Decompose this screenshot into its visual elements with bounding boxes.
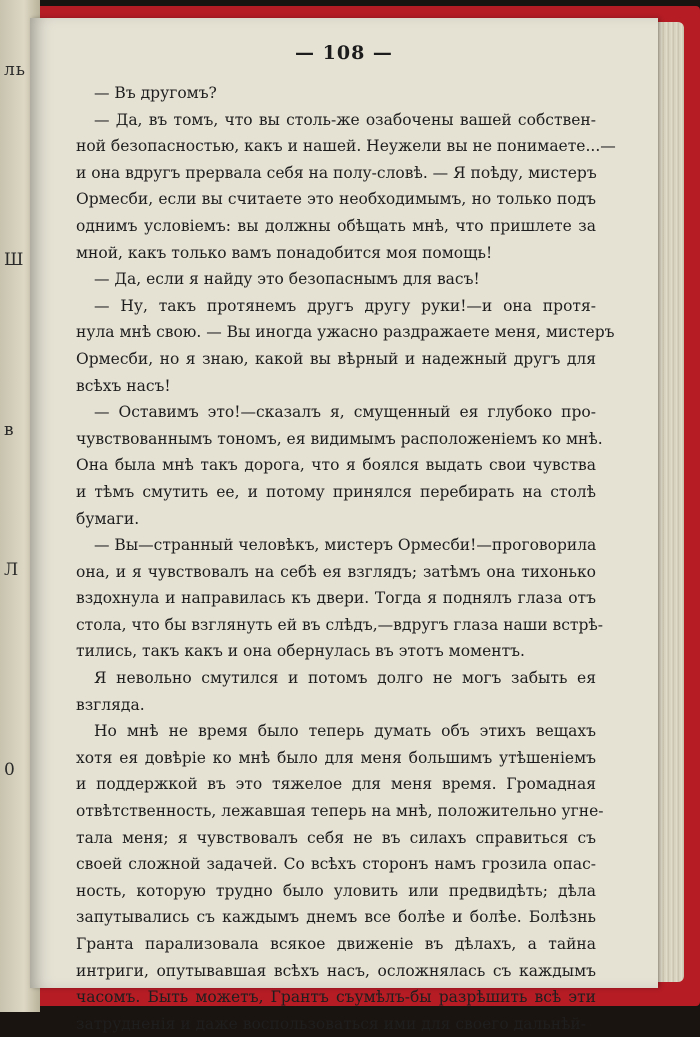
text-line: — Оставимъ это!—сказалъ я, смущенный ея глубоко про- [94, 403, 596, 422]
page-body-text [76, 80, 616, 1037]
paragraph [76, 399, 603, 532]
paragraph [76, 80, 596, 107]
text-line: Ормесби, но я знаю, какой вы вѣрный и надежный другъ для [76, 349, 596, 368]
text-line: мной, какъ только вамъ понадобится моя помощь! [76, 243, 493, 262]
text-line: — Вы—странный человѣкъ, мистеръ Ормесби!—проговорила [94, 536, 597, 555]
text-line: вздохнула и направилась къ двери. Тогда я поднялъ глаза отъ [76, 589, 596, 608]
text-line: — Да, въ томъ, что вы столь-же озабочены вашей собствен- [94, 110, 596, 129]
text-line: запутывались съ каждымъ днемъ все болѣе и болѣе. Болѣзнь [76, 908, 596, 927]
text-line: хотя ея довѣріе ко мнѣ было для меня большимъ утѣшеніемъ [76, 748, 596, 767]
text-line: чувствованнымъ тономъ, ея видимымъ расположеніемъ ко мнѣ. [76, 429, 603, 448]
text-line: стола, что бы взглянуть ей въ слѣдъ,—вдругъ глаза наши встрѣ- [76, 615, 603, 634]
text-line: — Да, если я найду это безопаснымъ для васъ! [94, 270, 480, 289]
book-page [30, 18, 658, 1033]
text-line: своей сложной задачей. Со всѣхъ сторонъ намъ грозила опас- [76, 855, 596, 874]
left-page-text-fragment: Ш [4, 250, 25, 270]
paragraph [76, 266, 596, 293]
text-line: Ормесби, если вы считаете это необходимымъ, но только подъ [76, 190, 596, 209]
left-page-text-fragment: ль [4, 60, 27, 80]
text-line: однимъ условіемъ: вы должны обѣщать мнѣ, что пришлете за [76, 216, 596, 235]
text-line: затрудненія и даже воспользоваться ими для своего дальнѣй- [76, 1014, 586, 1033]
text-line: — Ну, такъ протянемъ другъ другу руки!—и она протя- [94, 296, 596, 315]
paragraph [76, 532, 603, 665]
text-line: Но мнѣ не время было теперь думать объ этихъ вещахъ [94, 722, 596, 741]
text-line: часомъ. Быть можетъ, Грантъ съумѣлъ-бы разрѣшить всѣ эти [76, 988, 596, 1007]
text-line: отвѣтственность, лежавшая теперь на мнѣ, положительно угне- [76, 802, 604, 821]
text-line: Гранта парализовала всякое движеніе въ дѣлахъ, а тайна [76, 935, 596, 953]
text-line: и поддержкой въ это тяжелое для меня время. Громадная [76, 775, 596, 794]
text-line: и тѣмъ смутить ее, и потому принялся перебирать на столѣ [76, 482, 596, 501]
paragraph [76, 718, 604, 1037]
left-page-text-fragment: 0 [4, 760, 16, 780]
text-line: Она была мнѣ такъ дорога, что я боялся выдать свои чувства [76, 456, 596, 475]
text-line: ной безопасностью, какъ и нашей. Неужели вы не понимаете...— [76, 137, 616, 156]
left-page-text-fragment: в [4, 420, 15, 440]
text-line: тились, такъ какъ и она обернулась въ этотъ моментъ. [76, 642, 525, 661]
text-line: взгляда. [76, 695, 145, 714]
paragraph [76, 107, 616, 267]
text-line: Я невольно смутился и потомъ долго не могъ забыть ея [94, 669, 596, 688]
text-line: она, и я чувствовалъ на себѣ ея взглядъ; затѣмъ она тихонько [76, 562, 596, 581]
text-line: интриги, опутывавшая всѣхъ насъ, осложнялась съ каждымъ [76, 961, 596, 980]
text-line: бумаги. [76, 509, 140, 528]
left-page-text-fragment: Л [4, 560, 20, 580]
text-line: нула мнѣ свою. — Вы иногда ужасно раздражаете меня, мистеръ [76, 323, 615, 342]
text-line: — Въ другомъ? [94, 84, 217, 102]
text-line: и она вдругъ прервала себя на полу-словѣ. — Я поѣду, мистеръ [76, 163, 597, 182]
page-number: — 108 — [295, 42, 393, 64]
paragraph [76, 665, 596, 718]
text-line: тала меня; я чувствовалъ себя не въ силахъ справиться съ [76, 828, 596, 847]
text-line: всѣхъ насъ! [76, 376, 171, 395]
text-line: ность, которую трудно было уловить или предвидѣть; дѣла [76, 881, 596, 900]
paragraph [76, 293, 615, 399]
